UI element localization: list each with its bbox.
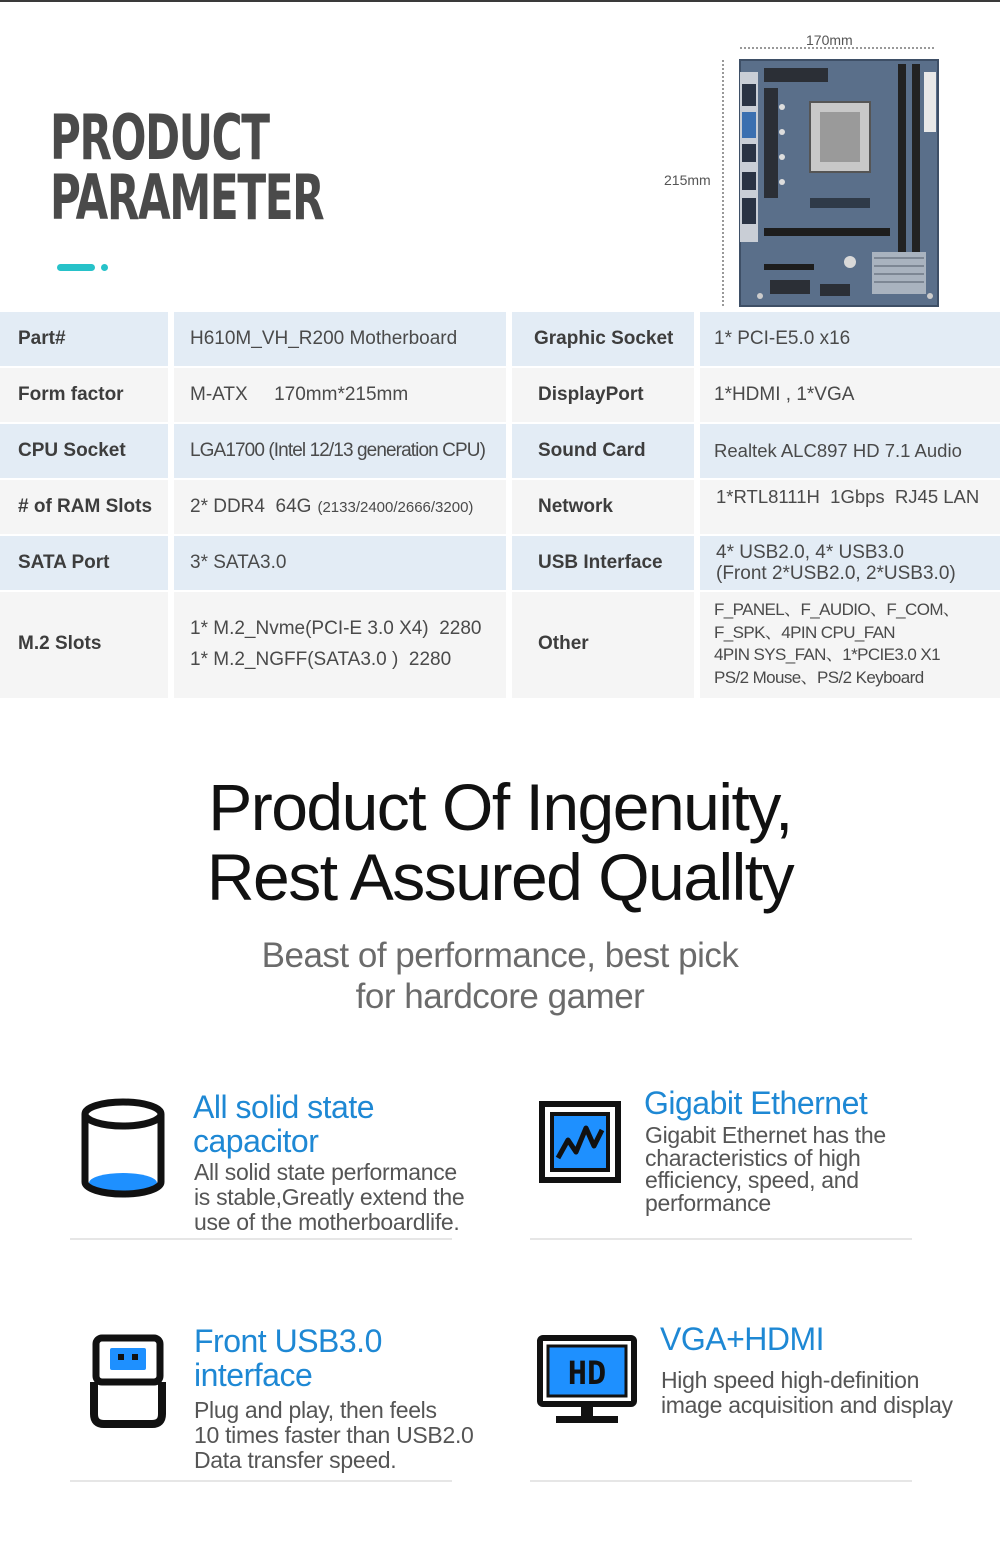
feature-divider	[530, 1238, 912, 1240]
spec-value-sound-card: Realtek ALC897 HD 7.1 Audio	[714, 440, 962, 461]
hd-monitor-icon	[536, 1334, 638, 1426]
feature-title-line: VGA+HDMI	[660, 1321, 825, 1357]
svg-text:HD: HD	[567, 1354, 607, 1392]
other-line: PS/2 Mouse、PS/2 Keyboard	[714, 667, 924, 687]
width-label: 170mm	[806, 32, 853, 48]
spec-value-ram-speeds: (2133/2400/2666/3200)	[317, 498, 474, 516]
spec-value-sata-port: 3* SATA3.0	[190, 552, 287, 573]
usb-line: (Front 2*USB2.0, 2*USB3.0)	[716, 563, 956, 584]
feature-divider	[70, 1480, 452, 1482]
feature-desc-line: characteristics of high	[645, 1144, 861, 1171]
feature-divider	[530, 1480, 912, 1482]
feature-front-usb	[0, 1316, 500, 1486]
spec-key-usb-interface: USB Interface	[538, 552, 663, 573]
other-line: F_SPK、4PIN CPU_FAN	[714, 622, 895, 642]
tagline-line2: Rest Assured Quallty	[206, 840, 794, 914]
feature-desc-line: is stable,Greatly extend the	[194, 1184, 465, 1210]
feature-vga-hdmi	[500, 1316, 1000, 1486]
feature-title-line: interface	[194, 1357, 313, 1393]
spec-key-form-factor: Form factor	[18, 384, 124, 405]
feature-description	[645, 1124, 886, 1214]
spec-value-form-factor: M-ATX 170mm*215mm	[190, 384, 409, 405]
spec-key-m2-slots: M.2 Slots	[18, 633, 102, 654]
feature-title	[194, 1324, 382, 1392]
spec-value-ram-slots	[190, 480, 508, 534]
feature-title	[660, 1322, 824, 1356]
top-divider	[0, 0, 1000, 2]
height-label: 215mm	[664, 172, 711, 188]
feature-desc-line: Gigabit Ethernet has the	[645, 1122, 886, 1148]
spec-key-graphic-socket: Graphic Socket	[534, 328, 674, 349]
spec-key-network: Network	[538, 496, 613, 517]
spec-value-m2-slots	[190, 592, 508, 696]
spec-value-ram-main: 2* DDR4 64G	[190, 496, 312, 517]
capacitor-icon	[80, 1096, 166, 1200]
feature-title-line: All solid state	[193, 1089, 375, 1125]
spec-value-other	[714, 592, 1000, 696]
feature-description	[661, 1368, 953, 1418]
feature-desc-line: performance	[645, 1189, 771, 1216]
usb-icon	[88, 1334, 168, 1430]
sub-tagline	[0, 935, 1000, 1017]
other-line: 4PIN SYS_FAN、1*PCIE3.0 X1	[714, 645, 940, 664]
motherboard-diagram	[660, 32, 950, 312]
spec-key-other: Other	[538, 633, 589, 654]
feature-gigabit-ethernet	[500, 1080, 1000, 1250]
spec-value-usb-interface	[716, 536, 1000, 590]
sub-tagline-line2: for hardcore gamer	[355, 977, 645, 1016]
accent-dot	[101, 264, 108, 271]
feature-desc-line: image acquisition and display	[661, 1392, 953, 1418]
feature-desc-line: 10 times faster than USB2.0	[194, 1422, 474, 1448]
sub-tagline-line1: Beast of performance, best pick	[261, 936, 739, 975]
page-title-line1: PRODUCT	[50, 101, 269, 174]
feature-title	[193, 1090, 374, 1158]
page-title-line2: PARAMETER	[50, 161, 324, 234]
feature-title-line: Front USB3.0	[194, 1323, 382, 1359]
feature-description	[194, 1398, 474, 1473]
feature-desc-line: Plug and play, then feels	[194, 1397, 437, 1423]
feature-capacitor	[0, 1080, 500, 1250]
motherboard-image	[660, 32, 950, 312]
m2-slot-line: 1* M.2_NGFF(SATA3.0 ) 2280	[190, 649, 452, 670]
feature-desc-line: use of the motherboardlife.	[194, 1209, 460, 1235]
m2-slot-line: 1* M.2_Nvme(PCI-E 3.0 X4) 2280	[190, 618, 482, 639]
feature-title-line: capacitor	[193, 1123, 319, 1159]
spec-key-ram-slots: # of RAM Slots	[18, 496, 153, 517]
feature-title	[644, 1086, 867, 1120]
feature-title-line: Gigabit Ethernet	[644, 1085, 868, 1121]
spec-value-graphic-socket: 1* PCI-E5.0 x16	[714, 328, 851, 349]
feature-desc-line: efficiency, speed, and	[645, 1167, 859, 1193]
spec-value-part: H610M_VH_R200 Motherboard	[190, 328, 458, 349]
spec-key-sata-port: SATA Port	[18, 552, 110, 573]
tagline	[0, 772, 1000, 912]
usb-line: 4* USB2.0, 4* USB3.0	[716, 542, 904, 563]
ethernet-monitor-icon	[538, 1100, 622, 1184]
tagline-line1: Product Of Ingenuity,	[208, 770, 792, 844]
spec-key-displayport: DisplayPort	[538, 384, 644, 405]
spec-key-part: Part#	[18, 328, 66, 349]
feature-description	[194, 1160, 464, 1235]
spec-key-sound-card: Sound Card	[538, 440, 646, 461]
feature-divider	[70, 1238, 452, 1240]
accent-bar	[57, 264, 95, 271]
spec-value-cpu-socket: LGA1700 (Intel 12/13 generation CPU)	[190, 440, 486, 461]
page-title	[50, 101, 324, 234]
spec-key-cpu-socket: CPU Socket	[18, 440, 126, 461]
feature-desc-line: High speed high-definition	[661, 1367, 920, 1393]
other-line: F_PANEL、F_AUDIO、F_COM、	[714, 600, 960, 619]
feature-desc-line: Data transfer speed.	[194, 1447, 397, 1473]
spec-value-network: 1*RTL8111H 1Gbps RJ45 LAN	[716, 486, 980, 507]
spec-table	[0, 312, 1000, 698]
spec-value-displayport: 1*HDMI , 1*VGA	[714, 384, 855, 405]
feature-desc-line: All solid state performance	[194, 1159, 457, 1185]
